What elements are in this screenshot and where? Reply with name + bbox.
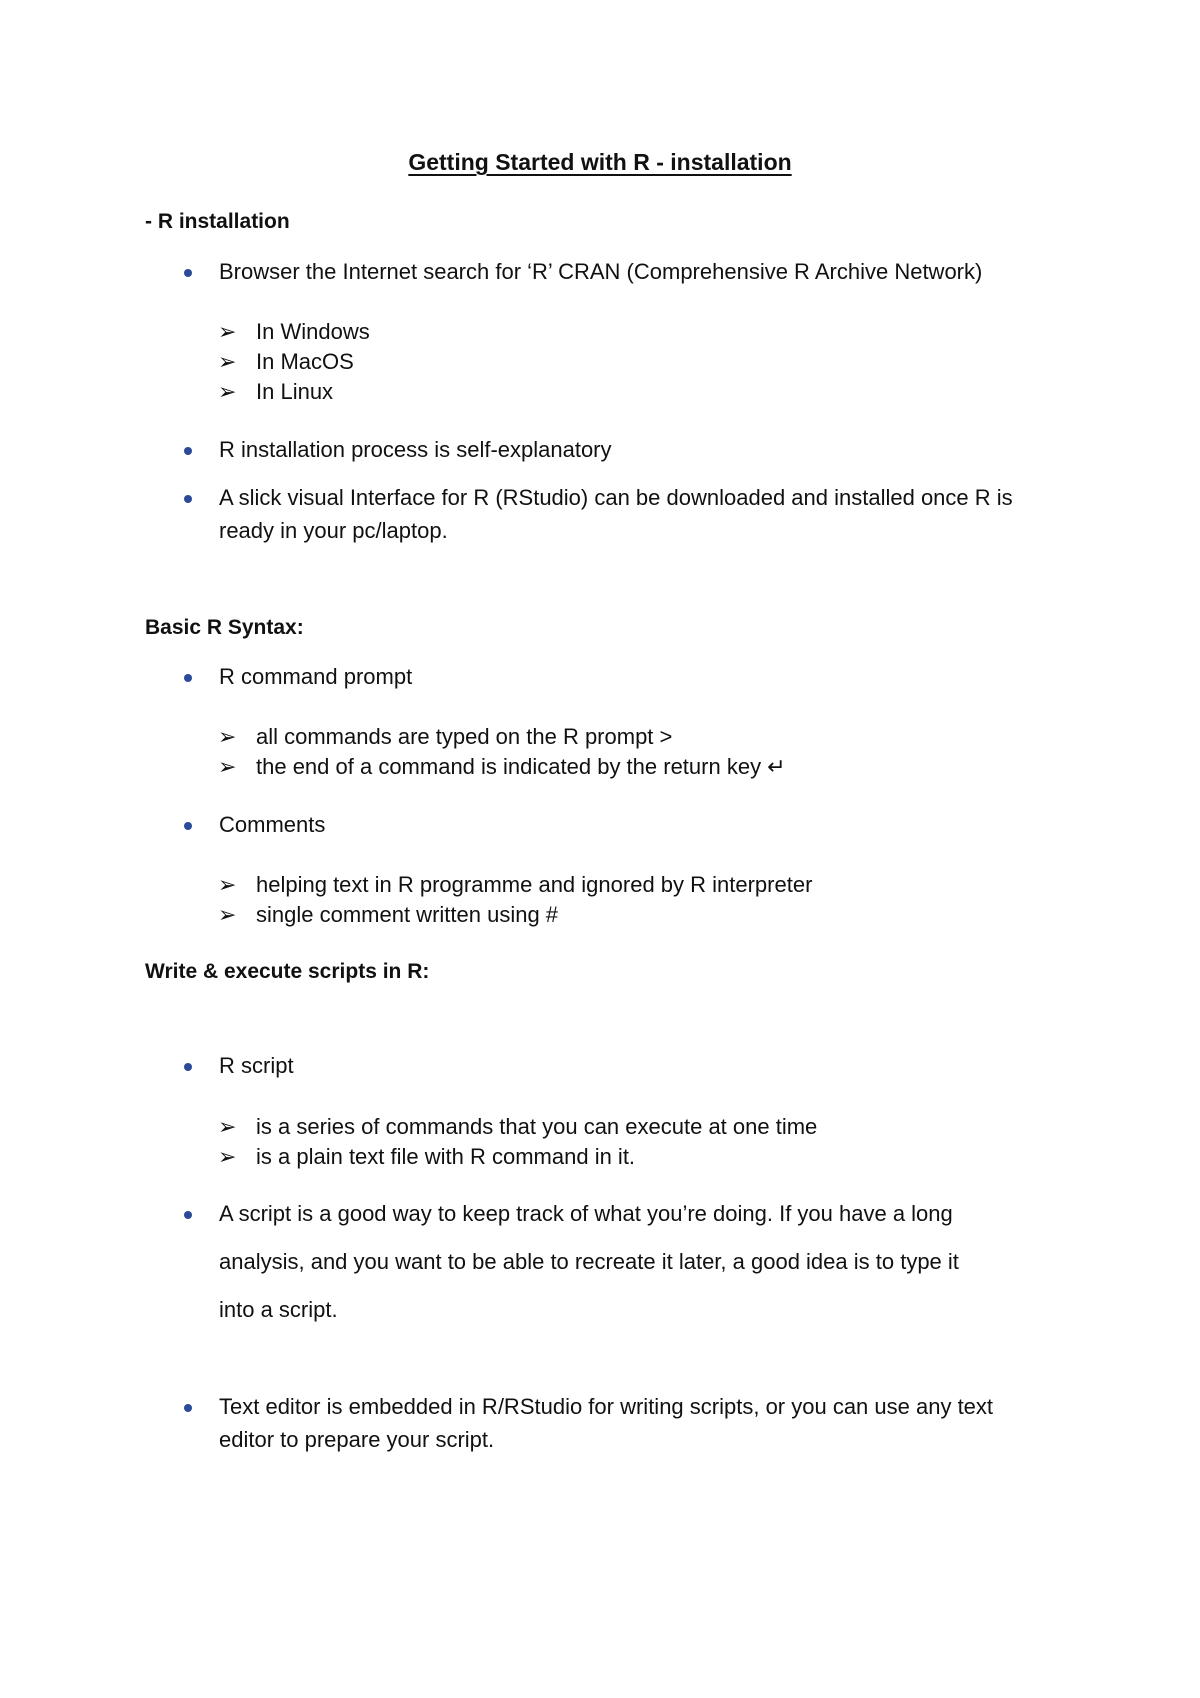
sub-bullet-text: single comment written using # [256, 902, 559, 927]
round-bullet-icon [184, 1404, 192, 1412]
bullet-text-line: A script is a good way to keep track of what you’re doing. If you have a long [219, 1201, 953, 1226]
round-bullet-icon [184, 674, 192, 682]
sub-bullet-text: is a plain text file with R command in it. [256, 1144, 636, 1169]
arrowhead-bullet-icon: ➢ [218, 1114, 237, 1139]
sub-bullet-text: In Linux [256, 379, 334, 404]
arrowhead-bullet-icon: ➢ [218, 902, 237, 927]
section-heading-installation: - R installation [145, 210, 290, 233]
arrowhead-bullet-icon: ➢ [218, 754, 237, 779]
round-bullet-icon [184, 269, 192, 277]
bullet-text-line: editor to prepare your script. [219, 1427, 495, 1452]
bullet-text-line: Text editor is embedded in R/RStudio for writing scripts, or you can use any text [219, 1394, 994, 1419]
round-bullet-icon [184, 1211, 192, 1219]
arrowhead-bullet-icon: ➢ [218, 1144, 237, 1169]
arrowhead-bullet-icon: ➢ [218, 724, 237, 749]
bullet-text: Comments [219, 812, 326, 837]
bullet-text-line: A slick visual Interface for R (RStudio) can be downloaded and installed once R is [219, 485, 1013, 510]
bullet-text-line: into a script. [219, 1297, 338, 1322]
arrowhead-bullet-icon: ➢ [218, 872, 237, 897]
bullet-text: R installation process is self-explanatory [219, 437, 612, 462]
bullet-text-line: analysis, and you want to be able to recreate it later, a good idea is to type it [219, 1249, 959, 1274]
round-bullet-icon [184, 1063, 192, 1071]
bullet-text-line: ready in your pc/laptop. [219, 518, 448, 543]
arrowhead-bullet-icon: ➢ [218, 349, 237, 374]
round-bullet-icon [184, 822, 192, 830]
section-heading-scripts: Write & execute scripts in R: [145, 960, 430, 983]
sub-bullet-text: In Windows [256, 319, 370, 344]
section-heading-basic-syntax: Basic R Syntax: [145, 616, 304, 639]
round-bullet-icon [184, 495, 192, 503]
sub-bullet-text: the end of a command is indicated by the return key ↵ [256, 754, 786, 779]
sub-bullet-text: helping text in R programme and ignored by R interpreter [256, 872, 813, 897]
round-bullet-icon [184, 447, 192, 455]
bullet-text: R command prompt [219, 664, 413, 689]
bullet-text: Browser the Internet search for ‘R’ CRAN (Comprehensive R Archive Network) [219, 259, 983, 284]
sub-bullet-text: all commands are typed on the R prompt > [256, 724, 673, 749]
page-title: Getting Started with R - installation [408, 149, 792, 175]
sub-bullet-text: In MacOS [256, 349, 354, 374]
arrowhead-bullet-icon: ➢ [218, 379, 237, 404]
sub-bullet-text: is a series of commands that you can execute at one time [256, 1114, 818, 1139]
arrowhead-bullet-icon: ➢ [218, 319, 237, 344]
bullet-text: R script [219, 1053, 294, 1078]
